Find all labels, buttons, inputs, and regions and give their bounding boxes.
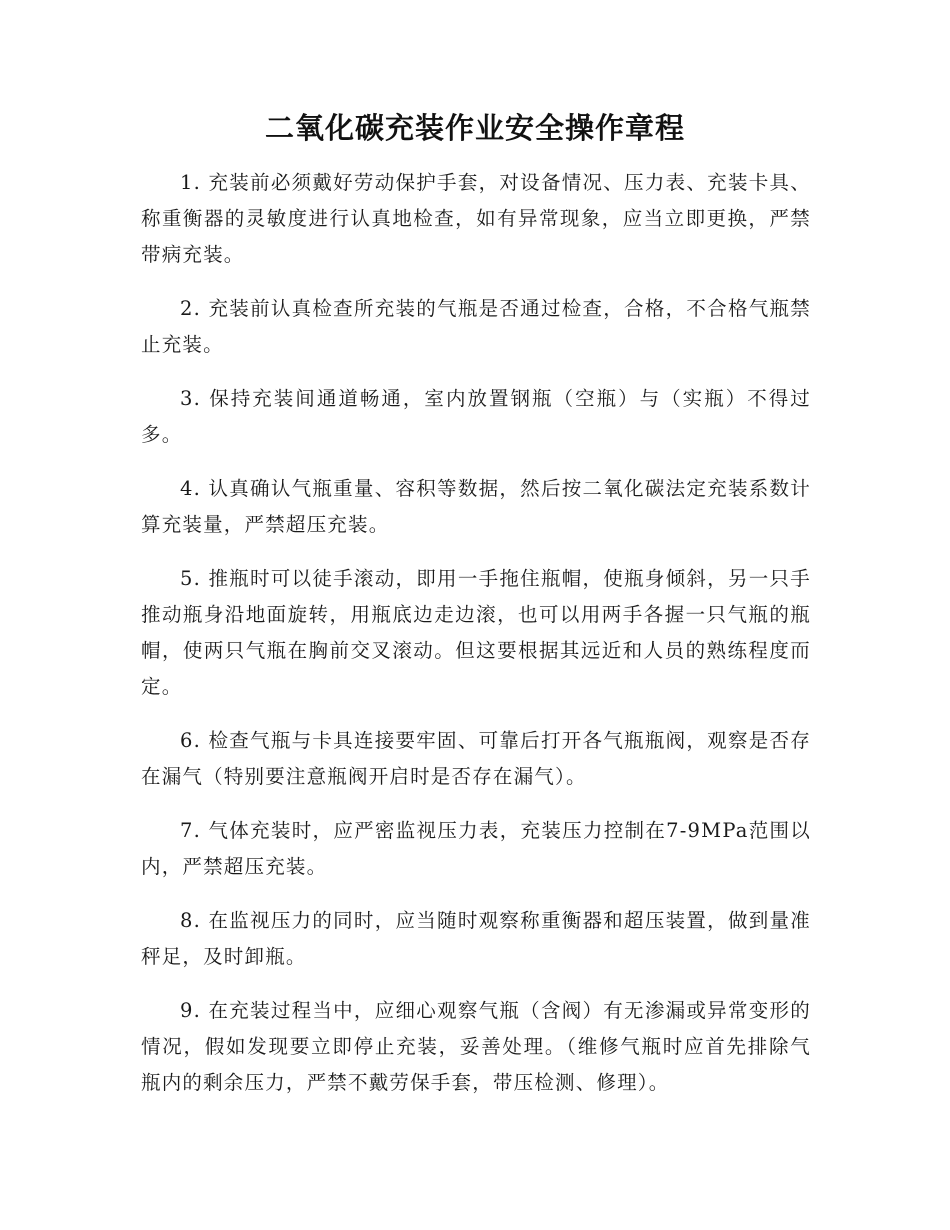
paragraph-3: 3. 保持充装间通道畅通，室内放置钢瓶（空瓶）与（实瓶）不得过多。 xyxy=(141,387,811,446)
paragraph-6: 6. 检查气瓶与卡具连接要牢固、可靠后打开各气瓶瓶阀，观察是否存在漏气（特别要注意瓶阀开启时是否存在漏气）。 xyxy=(141,729,811,788)
paragraph-9: 9. 在充装过程当中，应细心观察气瓶（含阀）有无渗漏或异常变形的情况，假如发现要立即停止充装，妥善处理。（维修气瓶时应首先排除气瓶内的剩余压力，严禁不戴劳保手套，带压检测、修理）。 xyxy=(141,999,811,1094)
document-title: 二氧化碳充装作业安全操作章程 xyxy=(264,111,685,145)
paragraph-7: 7. 气体充装时，应严密监视压力表，充装压力控制在7-9MPa范围以内，严禁超压充装。 xyxy=(141,819,811,878)
paragraph-4: 4. 认真确认气瓶重量、容积等数据，然后按二氧化碳法定充装系数计算充装量，严禁超压充装。 xyxy=(141,477,811,536)
paragraph-5: 5. 推瓶时可以徒手滚动，即用一手拖住瓶帽，使瓶身倾斜，另一只手推动瓶身沿地面旋转，用瓶底边走边滚，也可以用两手各握一只气瓶的瓶帽，使两只气瓶在胸前交叉滚动。但这要根据其远近和人员的熟练程度而定。 xyxy=(141,567,811,698)
paragraph-2: 2. 充装前认真检查所充装的气瓶是否通过检查，合格，不合格气瓶禁止充装。 xyxy=(141,297,811,356)
document-body xyxy=(141,165,811,1119)
paragraph-1: 1. 充装前必须戴好劳动保护手套，对设备情况、压力表、充装卡具、称重衡器的灵敏度进行认真地检查，如有异常现象，应当立即更换，严禁带病充装。 xyxy=(141,171,811,266)
paragraph-8: 8. 在监视压力的同时，应当随时观察称重衡器和超压装置，做到量准秤足，及时卸瓶。 xyxy=(141,909,811,968)
